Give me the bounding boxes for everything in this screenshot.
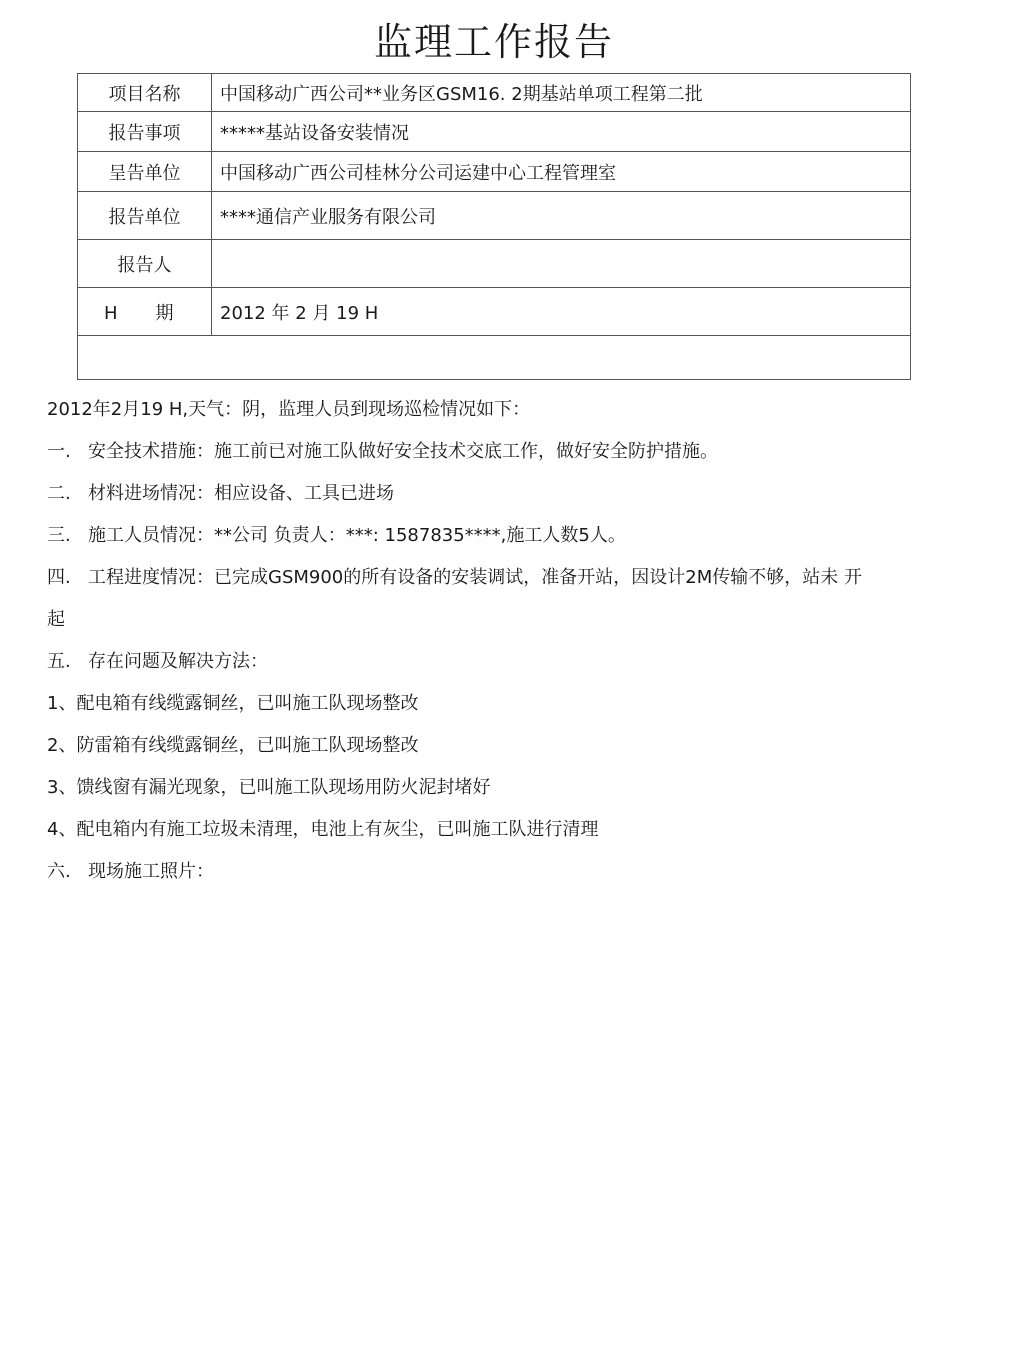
section-2-text: 材料进场情况：相应设备、工具已进场 (88, 483, 394, 504)
section-6 (47, 851, 937, 893)
report-info-table (77, 73, 911, 380)
section-4 (47, 557, 937, 599)
issue-2: 2、防雷箱有线缆露铜丝，已叫施工队现场整改 (47, 735, 419, 756)
empty-cell (78, 336, 911, 380)
section-3-text: 施工人员情况：**公司 负责人：***: 1587835****,施工人数5人。 (88, 525, 626, 546)
intro-line: 2012年2月19 H,天气：阴，监理人员到现场巡检情况如下： (47, 399, 531, 420)
issue-4: 4、配电箱内有施工垃圾未清理，电池上有灰尘，已叫施工队进行清理 (47, 819, 599, 840)
section-5-text: 存在问题及解决方法： (88, 651, 268, 672)
project-name-label: 项目名称 (78, 74, 212, 112)
report-body (47, 389, 937, 893)
date-value: 2012 年 2 月 19 H (212, 288, 911, 336)
table-row-reporter (78, 240, 911, 288)
section-6-text: 现场施工照片： (88, 861, 214, 882)
section-3 (47, 515, 937, 557)
section-1 (47, 431, 937, 473)
document-title: 监理工作报告 (373, 20, 614, 64)
date-label (78, 288, 212, 336)
table-row-report-matter (78, 112, 911, 152)
section-2 (47, 473, 937, 515)
section-6-num: 六. (47, 861, 71, 882)
report-unit-label: 报告单位 (78, 192, 212, 240)
submit-unit-label: 呈告单位 (78, 152, 212, 192)
issue-1: 1、配电箱有线缆露铜丝，已叫施工队现场整改 (47, 693, 419, 714)
reporter-label: 报告人 (78, 240, 212, 288)
issue-3: 3、馈线窗有漏光现象，已叫施工队现场用防火泥封堵好 (47, 777, 491, 798)
reporter-value (212, 240, 911, 288)
project-name-value: 中国移动广西公司**业务区GSM16. 2期基站单项工程第二批 (212, 74, 911, 112)
submit-unit-value: 中国移动广西公司桂林分公司运建中心工程管理室 (212, 152, 911, 192)
section-5 (47, 641, 937, 683)
table-row-report-unit (78, 192, 911, 240)
report-unit-value: ****通信产业服务有限公司 (212, 192, 911, 240)
date-label-part-b: 期 (155, 302, 174, 324)
table-row-submit-unit (78, 152, 911, 192)
section-4-continuation: 起 (47, 609, 65, 630)
section-5-num: 五. (47, 651, 71, 672)
section-4-num: 四. (47, 567, 71, 588)
report-matter-label: 报告事项 (78, 112, 212, 152)
section-2-num: 二. (47, 483, 71, 504)
table-row-project-name (78, 74, 911, 112)
section-4-text: 工程进度情况：已完成GSM900的所有设备的安装调试，准备开站，因设计2M传输不够，站未 开 (88, 567, 862, 588)
section-1-text: 安全技术措施：施工前已对施工队做好安全技术交底工作，做好安全防护措施。 (88, 441, 718, 462)
table-row-date (78, 288, 911, 336)
section-3-num: 三. (47, 525, 71, 546)
report-matter-value: *****基站设备安装情况 (212, 112, 911, 152)
date-label-part-a: H (104, 302, 118, 324)
section-1-num: 一. (47, 441, 71, 462)
table-row-empty (78, 336, 911, 380)
